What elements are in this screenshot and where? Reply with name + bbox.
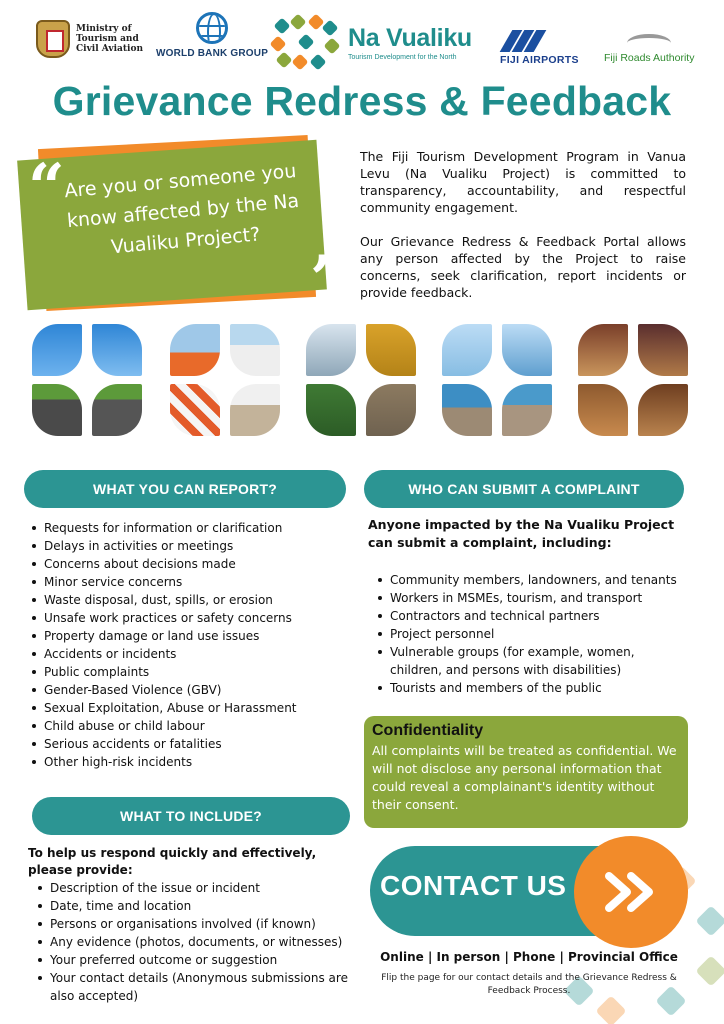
list-item: Sexual Exploitation, Abuse or Harassment xyxy=(30,699,346,717)
who-lead-text: Anyone impacted by the Na Vualiku Project can submit a complaint, including: xyxy=(368,517,675,550)
list-item: Minor service concerns xyxy=(30,573,346,591)
list-item: Vulnerable groups (for example, women, children, and persons with disabilities) xyxy=(376,643,688,679)
confidentiality-box xyxy=(364,716,688,828)
logo-strip xyxy=(0,10,724,72)
road-swoosh-icon xyxy=(623,30,675,48)
na-vualiku-logo xyxy=(272,14,472,70)
list-item: Waste disposal, dust, spills, or erosion xyxy=(30,591,346,609)
fiji-roads-logo xyxy=(604,30,694,64)
page-title: Grievance Redress & Feedback xyxy=(52,78,672,124)
fiji-roads-name: Fiji Roads Authority xyxy=(604,52,695,64)
list-item: Community members, landowners, and tenants xyxy=(376,571,688,589)
include-lead-text: To help us respond quickly and effectively, please provide: xyxy=(28,846,317,877)
list-item: Your contact details (Anonymous submissions are also accepted) xyxy=(36,969,352,1005)
globe-icon xyxy=(196,12,228,44)
fiji-airports-logo xyxy=(500,30,579,66)
include-heading: WHAT TO INCLUDE? xyxy=(32,797,350,835)
who-heading: WHO CAN SUBMIT A COMPLAINT xyxy=(364,470,684,508)
report-heading: WHAT YOU CAN REPORT? xyxy=(24,470,346,508)
list-item: Contractors and technical partners xyxy=(376,607,688,625)
list-item: Project personnel xyxy=(376,625,688,643)
ministry-logo xyxy=(36,20,143,58)
contact-modes: Online | In person | Phone | Provincial Office xyxy=(380,950,678,964)
list-item: Your preferred outcome or suggestion xyxy=(36,951,352,969)
close-quote-icon: ” xyxy=(310,242,347,317)
hero-question: Are you or someone you know affected by the Na Vualiku Project? xyxy=(63,160,300,259)
na-vualiku-name: Na Vualiku xyxy=(348,23,472,52)
who-list xyxy=(376,571,688,697)
world-bank-logo xyxy=(156,12,268,59)
list-item: Accidents or incidents xyxy=(30,645,346,663)
list-item: Persons or organisations involved (if known) xyxy=(36,915,352,933)
list-item: Date, time and location xyxy=(36,897,352,915)
na-vualiku-tagline: Tourism Development for the North xyxy=(348,53,457,61)
report-list xyxy=(30,519,346,771)
intro-paragraph-1: The Fiji Tourism Development Program in Vanua Levu (Na Vualiku Project) is committed to transparency, accountability, and respectful community engagement. xyxy=(360,149,686,215)
list-item: Other high-risk incidents xyxy=(30,753,346,771)
double-chevron-right-icon xyxy=(601,870,661,914)
world-bank-name: WORLD BANK GROUP xyxy=(156,48,269,59)
intro-text xyxy=(360,148,686,301)
ministry-name: Ministry of Tourism and Civil Aviation xyxy=(76,24,144,54)
photo-road-closed xyxy=(170,324,282,438)
list-item: Serious accidents or fatalities xyxy=(30,735,346,753)
photo-row xyxy=(32,324,692,438)
hero-callout xyxy=(14,138,347,317)
photo-coastline xyxy=(442,324,554,438)
photo-carved-masks xyxy=(578,324,690,438)
list-item: Tourists and members of the public xyxy=(376,679,688,697)
na-vualiku-emblem-icon xyxy=(272,14,340,70)
list-item: Public complaints xyxy=(30,663,346,681)
include-list xyxy=(36,879,352,1005)
list-item: Concerns about decisions made xyxy=(30,555,346,573)
list-item: Gender-Based Violence (GBV) xyxy=(30,681,346,699)
list-item: Any evidence (photos, documents, or witnesses) xyxy=(36,933,352,951)
airport-wings-icon xyxy=(500,30,552,52)
list-item: Child abuse or child labour xyxy=(30,717,346,735)
photo-airport-runway xyxy=(32,324,144,438)
open-quote-icon: “ xyxy=(28,150,65,225)
list-item: Delays in activities or meetings xyxy=(30,537,346,555)
confidentiality-title: Confidentiality xyxy=(372,722,484,739)
list-item: Property damage or land use issues xyxy=(30,627,346,645)
photo-excavator xyxy=(306,324,418,438)
contact-us-label[interactable]: CONTACT US xyxy=(380,870,567,901)
list-item: Unsafe work practices or safety concerns xyxy=(30,609,346,627)
fiji-crest-icon xyxy=(36,20,70,58)
intro-paragraph-2: Our Grievance Redress & Feedback Portal allows any person affected by the Project to raise concerns, seek clarification, report incidents or provide feedback. xyxy=(360,234,686,300)
fiji-airports-name: FIJI AIRPORTS xyxy=(500,54,579,66)
confidentiality-body: All complaints will be treated as confidential. We will not disclose any personal information that could reveal a complainant's identity without their consent. xyxy=(372,743,677,812)
list-item: Workers in MSMEs, tourism, and transport xyxy=(376,589,688,607)
contact-note: Flip the page for our contact details and the Grievance Redress & Feedback Process. xyxy=(381,973,677,996)
contact-arrow-button[interactable] xyxy=(574,836,688,948)
list-item: Description of the issue or incident xyxy=(36,879,352,897)
list-item: Requests for information or clarification xyxy=(30,519,346,537)
